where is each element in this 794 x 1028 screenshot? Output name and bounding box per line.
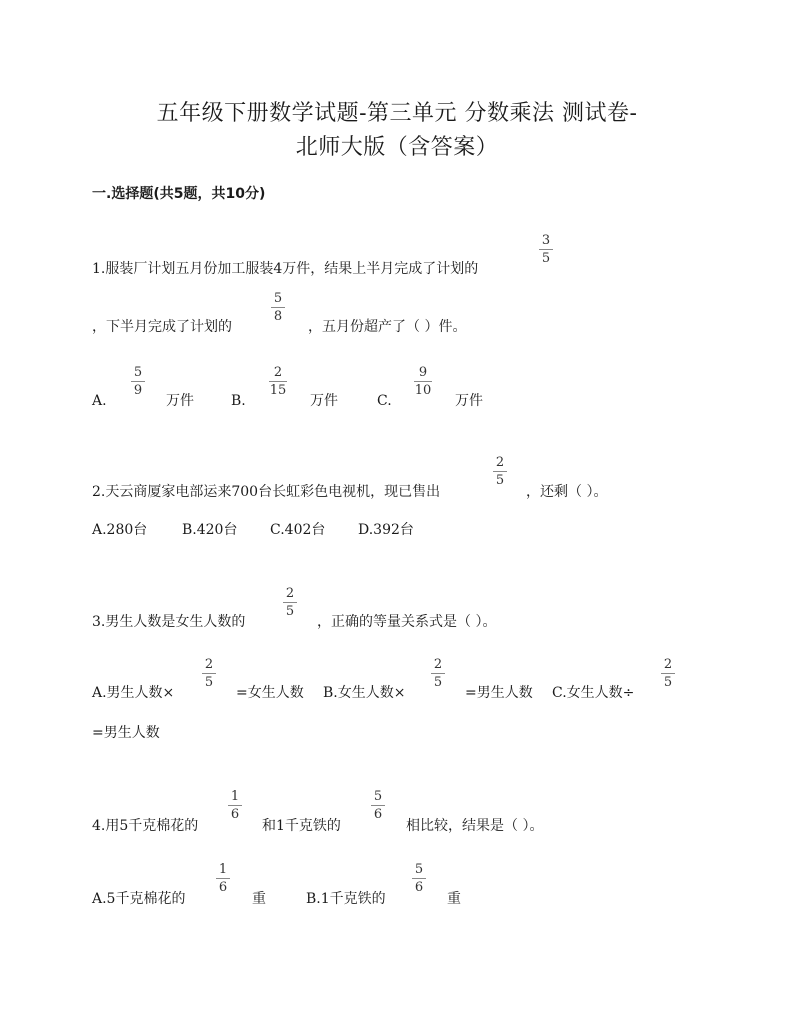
denominator: 6 bbox=[414, 880, 424, 895]
q3-option-b-fraction bbox=[431, 658, 445, 690]
q1-option-c-label: C. bbox=[377, 393, 392, 409]
numerator: 2 bbox=[204, 657, 214, 672]
q2-stem-part-2: ，还剩（ ）。 bbox=[526, 484, 608, 500]
numerator: 9 bbox=[418, 365, 428, 380]
section-heading: 一.选择题(共5题，共10分) bbox=[92, 186, 266, 202]
q1-option-a-fraction bbox=[131, 366, 145, 398]
q4-option-a-unit: 重 bbox=[252, 891, 266, 907]
denominator: 5 bbox=[433, 675, 443, 690]
q3-option-b-part-1: B.女生人数× bbox=[323, 685, 406, 701]
denominator: 8 bbox=[273, 309, 283, 324]
q1-stem-part-3: ，五月份超产了（ ）件。 bbox=[308, 319, 467, 335]
q3-option-a-part-1: A.男生人数× bbox=[92, 685, 175, 701]
numerator: 5 bbox=[414, 862, 424, 877]
page-title-line-1: 五年级下册数学试题-第三单元 分数乘法 测试卷- bbox=[156, 101, 638, 126]
q3-stem-part-2: ，正确的等量关系式是（ ）。 bbox=[317, 614, 497, 630]
numerator: 2 bbox=[663, 657, 673, 672]
numerator: 1 bbox=[230, 789, 240, 804]
q1-option-a-label: A. bbox=[92, 393, 107, 409]
numerator: 2 bbox=[273, 365, 283, 380]
q3-stem-part-1: 3.男生人数是女生人数的 bbox=[92, 614, 246, 630]
q1-option-b-fraction bbox=[269, 366, 287, 398]
denominator: 6 bbox=[230, 807, 240, 822]
denominator: 10 bbox=[414, 383, 432, 398]
q4-option-b-unit: 重 bbox=[447, 891, 461, 907]
denominator: 5 bbox=[495, 473, 505, 488]
denominator: 6 bbox=[218, 880, 228, 895]
denominator: 6 bbox=[373, 807, 383, 822]
q1-stem-part-1: 1.服装厂计划五月份加工服装4万件，结果上半月完成了计划的 bbox=[92, 261, 479, 277]
numerator: 5 bbox=[373, 789, 383, 804]
q2-stem-part-1: 2.天云商厦家电部运来700台长虹彩色电视机，现已售出 bbox=[92, 484, 441, 500]
q3-option-b-part-2: =男生人数 bbox=[465, 685, 533, 701]
q1-stem-part-2: ，下半月完成了计划的 bbox=[92, 319, 232, 335]
numerator: 1 bbox=[218, 862, 228, 877]
numerator: 2 bbox=[495, 455, 505, 470]
q2-fraction bbox=[493, 456, 507, 488]
q4-option-a-fraction bbox=[216, 863, 230, 895]
q1-fraction-1 bbox=[539, 234, 553, 266]
q1-option-c-unit: 万件 bbox=[455, 393, 483, 409]
numerator: 5 bbox=[273, 291, 283, 306]
q2-option-c: C.402台 bbox=[270, 522, 326, 538]
numerator: 2 bbox=[433, 657, 443, 672]
q3-fraction bbox=[283, 587, 297, 619]
q3-option-a-part-2: =女生人数 bbox=[236, 685, 304, 701]
page-title-line-2: 北师大版（含答案） bbox=[295, 135, 499, 160]
denominator: 9 bbox=[133, 383, 143, 398]
denominator: 5 bbox=[541, 251, 551, 266]
q2-option-a: A.280台 bbox=[92, 522, 148, 538]
q3-option-c-part-1: C.女生人数÷ bbox=[552, 685, 635, 701]
denominator: 15 bbox=[269, 383, 287, 398]
q1-fraction-2 bbox=[271, 292, 285, 324]
q1-option-b-unit: 万件 bbox=[310, 393, 338, 409]
q2-option-b: B.420台 bbox=[182, 522, 238, 538]
q4-fraction-1 bbox=[228, 790, 242, 822]
q4-stem-part-2: 和1千克铁的 bbox=[262, 818, 341, 834]
q3-option-a-fraction bbox=[202, 658, 216, 690]
denominator: 5 bbox=[204, 675, 214, 690]
numerator: 3 bbox=[541, 233, 551, 248]
q3-option-c-fraction bbox=[661, 658, 675, 690]
q4-stem-part-3: 相比较，结果是（ ）。 bbox=[406, 818, 544, 834]
q4-option-b-fraction bbox=[412, 863, 426, 895]
q3-option-c-part-2: =男生人数 bbox=[92, 725, 160, 741]
numerator: 5 bbox=[133, 365, 143, 380]
denominator: 5 bbox=[285, 604, 295, 619]
q1-option-c-fraction bbox=[414, 366, 432, 398]
q1-option-a-unit: 万件 bbox=[166, 393, 194, 409]
q2-option-d: D.392台 bbox=[358, 522, 414, 538]
q4-stem-part-1: 4.用5千克棉花的 bbox=[92, 818, 199, 834]
q4-option-b-label: B.1千克铁的 bbox=[306, 891, 386, 907]
q4-option-a-label: A.5千克棉花的 bbox=[92, 891, 186, 907]
q1-option-b-label: B. bbox=[231, 393, 246, 409]
denominator: 5 bbox=[663, 675, 673, 690]
q4-fraction-2 bbox=[371, 790, 385, 822]
numerator: 2 bbox=[285, 586, 295, 601]
